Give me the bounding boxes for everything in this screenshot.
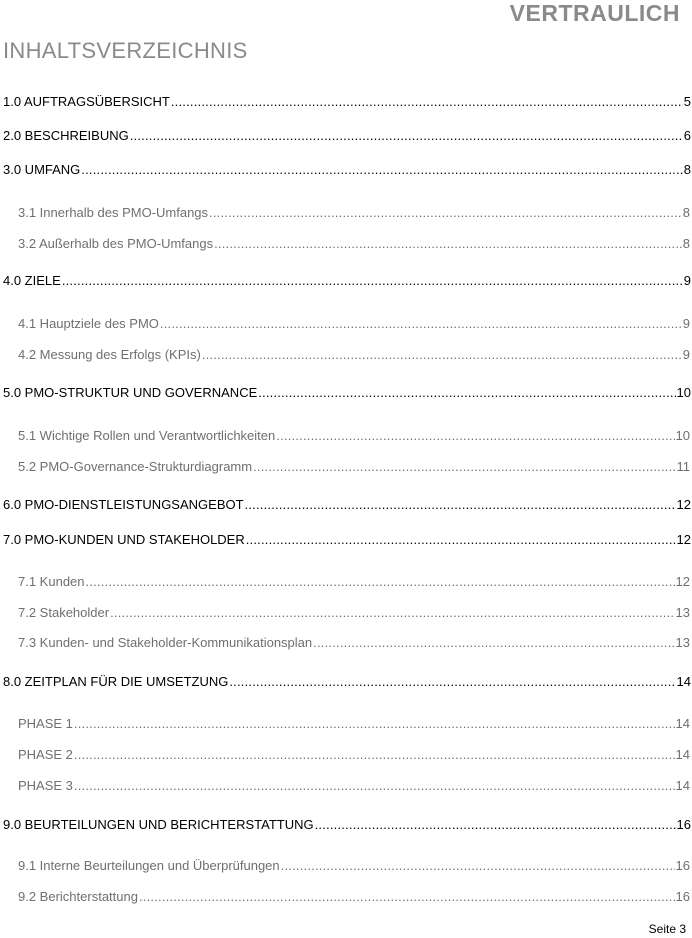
toc-entry-label: 3.0 UMFANG <box>3 162 81 177</box>
toc-entry-label: 4.0 ZIELE <box>3 273 61 288</box>
toc-subsection-entry[interactable] <box>18 428 690 444</box>
toc-subsection-entry[interactable] <box>18 858 690 874</box>
toc-entry-label: 5.0 PMO-STRUKTUR UND GOVERNANCE <box>3 385 258 400</box>
toc-entry-page-number: 10 <box>676 385 691 400</box>
dot-leader <box>229 674 675 690</box>
toc-section-entry[interactable] <box>3 532 691 548</box>
toc-entry-label: 7.0 PMO-KUNDEN UND STAKEHOLDER <box>3 532 245 547</box>
toc-entry-label: 4.1 Hauptziele des PMO <box>18 316 159 331</box>
dot-leader <box>315 817 676 833</box>
toc-entry-page-number: 8 <box>683 162 691 177</box>
toc-entry-label: 9.2 Berichterstattung <box>18 889 138 904</box>
toc-section-entry[interactable] <box>3 817 691 833</box>
toc-entry-page-number: 16 <box>676 817 691 832</box>
toc-entry-label: 3.1 Innerhalb des PMO-Umfangs <box>18 205 209 220</box>
toc-entry-page-number: 14 <box>675 747 690 762</box>
toc-entry-label: 9.1 Interne Beurteilungen und Überprüfungen <box>18 858 280 873</box>
toc-entry-label: PHASE 1 <box>18 716 73 731</box>
toc-section-entry[interactable] <box>3 497 691 513</box>
dot-leader <box>74 747 675 763</box>
toc-entry-page-number: 12 <box>675 574 690 589</box>
toc-subsection-entry[interactable] <box>18 716 690 732</box>
toc-entry-page-number: 10 <box>675 428 690 443</box>
dot-leader <box>74 716 675 732</box>
toc-entry-label: 9.0 BEURTEILUNGEN UND BERICHTERSTATTUNG <box>3 817 314 832</box>
toc-entry-page-number: 5 <box>683 94 691 109</box>
toc-entry-label: PHASE 3 <box>18 778 73 793</box>
toc-entry-page-number: 12 <box>676 497 691 512</box>
dot-leader <box>139 889 675 905</box>
toc-entry-page-number: 9 <box>683 273 691 288</box>
page-number: Seite 3 <box>648 922 686 936</box>
toc-entry-page-number: 16 <box>675 858 690 873</box>
toc-entry-label: 7.3 Kunden- und Stakeholder-Kommunikationsplan <box>18 635 313 650</box>
toc-entry-label: 7.1 Kunden <box>18 574 85 589</box>
dot-leader <box>245 497 676 513</box>
dot-leader <box>214 236 682 252</box>
dot-leader <box>313 635 674 651</box>
toc-entry-page-number: 9 <box>682 316 690 331</box>
toc-entry-label: PHASE 2 <box>18 747 73 762</box>
dot-leader <box>276 428 674 444</box>
toc-entry-label: 5.1 Wichtige Rollen und Verantwortlichkeiten <box>18 428 276 443</box>
toc-entry-label: 5.2 PMO-Governance-Strukturdiagramm <box>18 459 253 474</box>
toc-entry-page-number: 12 <box>676 532 691 547</box>
toc-section-entry[interactable] <box>3 162 691 178</box>
toc-entry-label: 8.0 ZEITPLAN FÜR DIE UMSETZUNG <box>3 674 229 689</box>
toc-entry-label: 1.0 AUFTRAGSÜBERSICHT <box>3 94 170 109</box>
toc-subsection-entry[interactable] <box>18 747 690 763</box>
dot-leader <box>202 347 682 363</box>
dot-leader <box>81 162 682 178</box>
toc-entry-page-number: 11 <box>676 459 690 474</box>
dot-leader <box>110 605 674 621</box>
dot-leader <box>253 459 675 475</box>
toc-subsection-entry[interactable] <box>18 316 690 332</box>
toc-subsection-entry[interactable] <box>18 778 690 794</box>
toc-entry-label: 2.0 BESCHREIBUNG <box>3 128 129 143</box>
dot-leader <box>258 385 675 401</box>
dot-leader <box>86 574 675 590</box>
toc-section-entry[interactable] <box>3 128 691 144</box>
toc-subsection-entry[interactable] <box>18 347 690 363</box>
toc-entry-label: 3.2 Außerhalb des PMO-Umfangs <box>18 236 214 251</box>
toc-entry-label: 6.0 PMO-DIENSTLEISTUNGSANGEBOT <box>3 497 244 512</box>
dot-leader <box>62 273 683 289</box>
toc-entry-page-number: 8 <box>682 236 690 251</box>
dot-leader <box>130 128 683 144</box>
toc-entry-page-number: 6 <box>683 128 691 143</box>
toc-entry-page-number: 14 <box>676 674 691 689</box>
toc-subsection-entry[interactable] <box>18 605 690 621</box>
toc-subsection-entry[interactable] <box>18 635 690 651</box>
dot-leader <box>171 94 683 110</box>
dot-leader <box>209 205 682 221</box>
dot-leader <box>74 778 675 794</box>
toc-subsection-entry[interactable] <box>18 205 690 221</box>
toc-entry-page-number: 14 <box>675 716 690 731</box>
toc-entry-page-number: 14 <box>675 778 690 793</box>
toc-entry-page-number: 8 <box>682 205 690 220</box>
toc-section-entry[interactable] <box>3 385 691 401</box>
confidential-label: VERTRAULICH <box>509 0 680 26</box>
toc-subsection-entry[interactable] <box>18 574 690 590</box>
toc-section-entry[interactable] <box>3 94 691 110</box>
toc-entry-page-number: 13 <box>675 605 690 620</box>
toc-entry-page-number: 16 <box>675 889 690 904</box>
toc-subsection-entry[interactable] <box>18 236 690 252</box>
toc-entry-page-number: 9 <box>682 347 690 362</box>
toc-section-entry[interactable] <box>3 273 691 289</box>
dot-leader <box>160 316 682 332</box>
dot-leader <box>246 532 676 548</box>
toc-section-entry[interactable] <box>3 674 691 690</box>
toc-entry-label: 4.2 Messung des Erfolgs (KPIs) <box>18 347 201 362</box>
dot-leader <box>281 858 675 874</box>
toc-subsection-entry[interactable] <box>18 889 690 905</box>
toc-subsection-entry[interactable] <box>18 459 690 475</box>
toc-entry-label: 7.2 Stakeholder <box>18 605 110 620</box>
toc-entry-page-number: 13 <box>675 635 690 650</box>
toc-title: INHALTSVERZEICHNIS <box>3 38 248 63</box>
